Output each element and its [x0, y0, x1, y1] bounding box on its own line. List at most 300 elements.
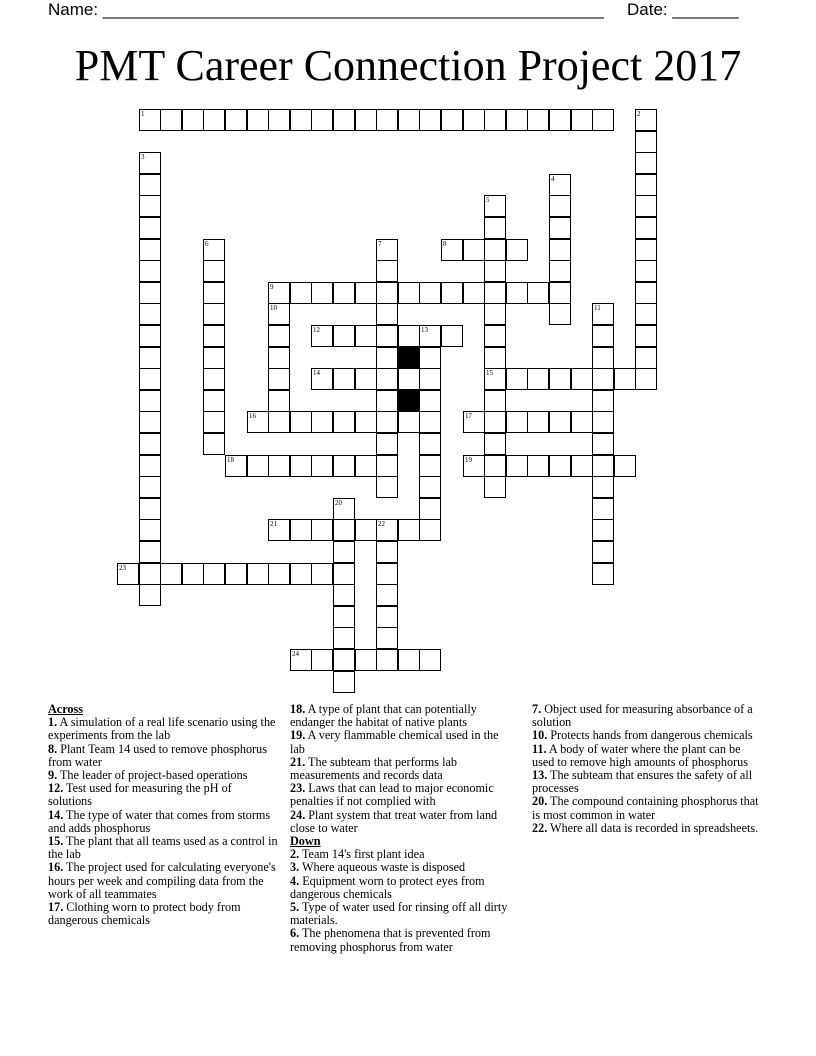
crossword-cell[interactable]: [592, 541, 614, 563]
crossword-cell[interactable]: [290, 282, 312, 304]
crossword-cell[interactable]: [333, 325, 355, 347]
crossword-cell[interactable]: [333, 671, 355, 693]
clue-label: 21.: [290, 754, 306, 769]
crossword-cell[interactable]: [419, 433, 441, 455]
crossword-cell[interactable]: [268, 325, 290, 347]
crossword-cell[interactable]: [484, 347, 506, 369]
crossword-cell[interactable]: [333, 541, 355, 563]
crossword-cell[interactable]: [614, 455, 636, 477]
clue-text: The compound containing phosphorus that is most common in water: [532, 794, 759, 822]
crossword-cell[interactable]: [311, 411, 333, 433]
crossword-cell[interactable]: [419, 455, 441, 477]
crossword-cell[interactable]: [290, 649, 312, 671]
crossword-cell[interactable]: [419, 519, 441, 541]
clue-label: 6.: [290, 926, 300, 941]
crossword-cell[interactable]: [311, 282, 333, 304]
clue-label: 3.: [290, 860, 300, 875]
clue-number: 10: [270, 304, 277, 312]
crossword-cell[interactable]: [311, 368, 333, 390]
crossword-cell[interactable]: [247, 411, 269, 433]
crossword-cell[interactable]: [635, 109, 657, 131]
clue-label: 20.: [532, 794, 548, 809]
crossword-cell[interactable]: [268, 519, 290, 541]
crossword-cell[interactable]: [203, 347, 225, 369]
name-blank[interactable]: _____________________________________________________: [102, 0, 604, 19]
crossword-cell[interactable]: [376, 260, 398, 282]
crossword-cell[interactable]: [484, 109, 506, 131]
crossword-cell[interactable]: [635, 152, 657, 174]
crossword-cell[interactable]: [376, 411, 398, 433]
clue-across-18: [290, 703, 516, 729]
clue-down-11: [532, 743, 762, 769]
crossword-cell[interactable]: [139, 519, 161, 541]
crossword-cell[interactable]: [203, 411, 225, 433]
crossword-cell[interactable]: [592, 476, 614, 498]
crossword-cell[interactable]: [398, 282, 420, 304]
crossword-cell[interactable]: [117, 563, 139, 585]
crossword-cell[interactable]: [311, 519, 333, 541]
crossword-cell[interactable]: [290, 455, 312, 477]
crossword-cell[interactable]: [592, 109, 614, 131]
clue-text: A very flammable chemical used in the lab: [290, 728, 499, 756]
crossword-cell[interactable]: [376, 649, 398, 671]
clue-text: Protects hands from dangerous chemicals: [547, 728, 753, 743]
crossword-cell[interactable]: [376, 606, 398, 628]
crossword-cell[interactable]: [463, 109, 485, 131]
crossword-cell[interactable]: [203, 260, 225, 282]
crossword-cell[interactable]: [527, 109, 549, 131]
crossword-cell[interactable]: [268, 282, 290, 304]
clue-label: 7.: [532, 702, 542, 716]
clue-text: Plant Team 14 used to remove phosphorus from water: [48, 741, 267, 769]
crossword-cell[interactable]: [592, 347, 614, 369]
crossword-cell[interactable]: [614, 368, 636, 390]
clue-label: 18.: [290, 702, 306, 716]
clue-number: 18: [227, 456, 234, 464]
clue-across-24: [290, 809, 516, 835]
crossword-cell[interactable]: [484, 303, 506, 325]
crossword-cell[interactable]: [419, 325, 441, 347]
crossword-cell[interactable]: [139, 541, 161, 563]
crossword-cell[interactable]: [333, 411, 355, 433]
crossword-cell[interactable]: [333, 563, 355, 585]
crossword-cell[interactable]: [635, 260, 657, 282]
date-blank[interactable]: _______: [672, 0, 739, 19]
crossword-cell[interactable]: [571, 368, 593, 390]
crossword-cell[interactable]: [549, 411, 571, 433]
crossword-cell[interactable]: [484, 325, 506, 347]
crossword-cell[interactable]: [398, 109, 420, 131]
crossword-cell[interactable]: [333, 627, 355, 649]
crossword-cell[interactable]: [419, 476, 441, 498]
crossword-cell[interactable]: [376, 476, 398, 498]
crossword-cell[interactable]: [333, 649, 355, 671]
crossword-cell[interactable]: [139, 368, 161, 390]
clue-number: 7: [378, 240, 382, 248]
crossword-cell[interactable]: [376, 563, 398, 585]
crossword-cell[interactable]: [484, 368, 506, 390]
crossword-cell[interactable]: [484, 455, 506, 477]
clue-across-17: [48, 901, 278, 927]
crossword-cell[interactable]: [139, 476, 161, 498]
crossword-cell[interactable]: [225, 455, 247, 477]
crossword-cell[interactable]: [419, 411, 441, 433]
crossword-cell[interactable]: [268, 563, 290, 585]
clue-text: Where aqueous waste is disposed: [299, 860, 466, 875]
crossword-cell[interactable]: [355, 455, 377, 477]
clue-label: 10.: [532, 728, 548, 743]
crossword-cell[interactable]: [139, 411, 161, 433]
clue-down-13: [532, 769, 762, 795]
clue-number: 1: [141, 110, 145, 118]
crossword-cell[interactable]: [290, 411, 312, 433]
crossword-cell[interactable]: [484, 260, 506, 282]
crossword-cell[interactable]: [268, 455, 290, 477]
crossword-cell[interactable]: [592, 325, 614, 347]
crossword-cell[interactable]: [419, 368, 441, 390]
crossword-cell[interactable]: [635, 217, 657, 239]
crossword-cell[interactable]: [549, 109, 571, 131]
crossword-cell[interactable]: [484, 433, 506, 455]
crossword-cell[interactable]: [398, 649, 420, 671]
clue-text: The subteam that performs lab measurements and records data: [290, 754, 457, 783]
clue-number: 11: [594, 304, 601, 312]
clue-text: The type of water that comes from storms and adds phosphorus: [48, 807, 271, 835]
name-label: Name:: [48, 0, 103, 19]
crossword-cell[interactable]: [484, 282, 506, 304]
crossword-cell[interactable]: [139, 455, 161, 477]
clue-across-23: [290, 782, 516, 808]
clue-number: 20: [335, 499, 342, 507]
crossword-cell[interactable]: [290, 519, 312, 541]
crossword-cell[interactable]: [571, 109, 593, 131]
clue-across-15: [48, 835, 278, 861]
crossword-cell[interactable]: [355, 519, 377, 541]
crossword-cell[interactable]: [592, 303, 614, 325]
crossword-cell[interactable]: [139, 195, 161, 217]
crossword-cell[interactable]: [484, 390, 506, 412]
crossword-cell[interactable]: [268, 368, 290, 390]
crossword-cell[interactable]: [139, 174, 161, 196]
clue-across-19: [290, 729, 516, 755]
clue-across-8: [48, 743, 278, 769]
crossword-cell[interactable]: [139, 260, 161, 282]
crossword-cell[interactable]: [203, 368, 225, 390]
crossword-cell[interactable]: [527, 411, 549, 433]
crossword-cell[interactable]: [506, 109, 528, 131]
crossword-cell[interactable]: [592, 498, 614, 520]
crossword-cell[interactable]: [419, 347, 441, 369]
crossword-cell[interactable]: [355, 411, 377, 433]
clue-down-6: [290, 927, 516, 953]
crossword-cell[interactable]: [355, 109, 377, 131]
crossword-cell[interactable]: [506, 282, 528, 304]
clue-label: 8.: [48, 741, 58, 756]
crossword-cell[interactable]: [160, 563, 182, 585]
crossword-cell[interactable]: [484, 476, 506, 498]
crossword-cell[interactable]: [635, 303, 657, 325]
clue-label: 13.: [532, 768, 548, 783]
crossword-cell[interactable]: [333, 109, 355, 131]
clue-label: 2.: [290, 847, 300, 862]
crossword-cell[interactable]: [441, 239, 463, 261]
crossword-cell[interactable]: [139, 563, 161, 585]
crossword-cell[interactable]: [333, 282, 355, 304]
crossword-cell[interactable]: [527, 368, 549, 390]
crossword-cell[interactable]: [203, 563, 225, 585]
clue-label: 12.: [48, 781, 64, 796]
clue-number: 2: [637, 110, 641, 118]
crossword-cell[interactable]: [484, 217, 506, 239]
clue-across-21: [290, 756, 516, 782]
crossword-cell[interactable]: [463, 455, 485, 477]
clue-text: The leader of project-based operations: [57, 768, 248, 783]
clues-column-2: [290, 703, 516, 954]
crossword-cell[interactable]: [635, 282, 657, 304]
crossword-cell[interactable]: [355, 649, 377, 671]
clue-label: 24.: [290, 807, 306, 822]
crossword-cell[interactable]: [247, 109, 269, 131]
clue-number: 15: [486, 369, 493, 377]
crossword-cell[interactable]: [484, 411, 506, 433]
crossword-cell[interactable]: [203, 433, 225, 455]
clue-down-22: [532, 822, 762, 835]
crossword-cell[interactable]: [139, 217, 161, 239]
crossword-cell[interactable]: [182, 109, 204, 131]
crossword-cell[interactable]: [376, 584, 398, 606]
crossword-cell[interactable]: [635, 195, 657, 217]
crossword-cell[interactable]: [635, 368, 657, 390]
crossword-cell[interactable]: [549, 217, 571, 239]
clue-down-5: [290, 901, 516, 927]
crossword-cell[interactable]: [484, 195, 506, 217]
crossword-cell[interactable]: [268, 347, 290, 369]
crossword-cell[interactable]: [419, 109, 441, 131]
crossword-cell[interactable]: [549, 282, 571, 304]
crossword-cell[interactable]: [311, 563, 333, 585]
crossword-cell[interactable]: [463, 282, 485, 304]
clue-number: 24: [292, 650, 299, 658]
clue-number: 19: [465, 456, 472, 464]
clue-label: 9.: [48, 768, 58, 783]
crossword-cell[interactable]: [311, 649, 333, 671]
crossword-cell[interactable]: [398, 325, 420, 347]
clue-number: 21: [270, 520, 277, 528]
crossword-cell[interactable]: [203, 282, 225, 304]
crossword-cell[interactable]: [139, 498, 161, 520]
clue-across-12: [48, 782, 278, 808]
crossword-cell[interactable]: [592, 519, 614, 541]
crossword-cell[interactable]: [592, 433, 614, 455]
crossword-cell[interactable]: [441, 109, 463, 131]
crossword-cell[interactable]: [592, 563, 614, 585]
clue-number: 5: [486, 196, 490, 204]
clue-text: The project used for calculating everyone's hours per week and compiling data from the work of all teammates: [48, 860, 276, 901]
crossword-cell[interactable]: [333, 368, 355, 390]
crossword-cell[interactable]: [139, 584, 161, 606]
crossword-cell[interactable]: [225, 563, 247, 585]
clue-text: Type of water used for rinsing off all dirty materials.: [290, 900, 508, 928]
crossword-cell[interactable]: [549, 239, 571, 261]
crossword-cell[interactable]: [398, 368, 420, 390]
clue-number: 17: [465, 412, 472, 420]
crossword-cell[interactable]: [311, 109, 333, 131]
crossword-cell[interactable]: [203, 239, 225, 261]
crossword-cell[interactable]: [182, 563, 204, 585]
clue-label: 5.: [290, 900, 300, 915]
crossword-cell[interactable]: [290, 563, 312, 585]
crossword-cell[interactable]: [268, 109, 290, 131]
crossword-cell[interactable]: [549, 303, 571, 325]
crossword-cell[interactable]: [592, 368, 614, 390]
crossword-cell[interactable]: [203, 390, 225, 412]
crossword-cell[interactable]: [463, 239, 485, 261]
crossword-cell[interactable]: [355, 368, 377, 390]
crossword-cell[interactable]: [333, 519, 355, 541]
crossword-cell[interactable]: [290, 109, 312, 131]
crossword-cell[interactable]: [592, 411, 614, 433]
crossword-cell[interactable]: [635, 325, 657, 347]
crossword-cell[interactable]: [592, 390, 614, 412]
clue-text: A simulation of a real life scenario using the experiments from the lab: [48, 715, 276, 743]
clue-number: 8: [443, 240, 447, 248]
clues-column-1: [48, 703, 278, 927]
crossword-cell[interactable]: [484, 239, 506, 261]
crossword-cell[interactable]: [635, 347, 657, 369]
page-title: PMT Career Connection Project 2017: [74, 41, 742, 90]
clue-number: 6: [205, 240, 209, 248]
crossword-cell[interactable]: [376, 390, 398, 412]
down-heading: Down: [290, 834, 321, 849]
crossword-cell[interactable]: [311, 455, 333, 477]
crossword-cell[interactable]: [139, 347, 161, 369]
clue-number: 14: [313, 369, 320, 377]
clue-down-7: [532, 703, 762, 729]
crossword-cell[interactable]: [398, 411, 420, 433]
crossword-cell[interactable]: [527, 455, 549, 477]
crossword-cell[interactable]: [333, 606, 355, 628]
crossword-cell[interactable]: [268, 303, 290, 325]
crossword-cell[interactable]: [376, 325, 398, 347]
clue-text: The phenomena that is prevented from removing phosphorus from water: [290, 926, 491, 954]
crossword-cell[interactable]: [139, 433, 161, 455]
clue-label: 22.: [532, 820, 548, 835]
crossword-cell[interactable]: [506, 455, 528, 477]
crossword-cell[interactable]: [441, 282, 463, 304]
clue-text: A body of water where the plant can be used to remove high amounts of phosphorus: [532, 741, 748, 769]
crossword-cell[interactable]: [506, 239, 528, 261]
crossword-cell[interactable]: [203, 303, 225, 325]
clue-text: The subteam that ensures the safety of all processes: [532, 768, 753, 796]
clue-label: 4.: [290, 873, 300, 888]
clue-text: Object used for measuring absorbance of a solution: [532, 702, 753, 730]
crossword-cell[interactable]: [549, 260, 571, 282]
crossword-cell[interactable]: [376, 433, 398, 455]
clue-number: 3: [141, 153, 145, 161]
crossword-cell[interactable]: [635, 174, 657, 196]
crossword-cell[interactable]: [571, 411, 593, 433]
crossword-cell[interactable]: [549, 174, 571, 196]
crossword-cell[interactable]: [203, 109, 225, 131]
clue-number: 12: [313, 326, 320, 334]
clue-number: 16: [249, 412, 256, 420]
clue-across-1: [48, 716, 278, 742]
crossword-cell[interactable]: [376, 519, 398, 541]
crossword-cell[interactable]: [635, 131, 657, 153]
crossword-cell[interactable]: [139, 282, 161, 304]
crossword-cell[interactable]: [333, 498, 355, 520]
crossword-cell[interactable]: [203, 325, 225, 347]
crossword-cell[interactable]: [376, 455, 398, 477]
clue-number: 4: [551, 175, 555, 183]
crossword-cell[interactable]: [225, 109, 247, 131]
crossword-cell[interactable]: [419, 649, 441, 671]
crossword-cell[interactable]: [463, 411, 485, 433]
crossword-cell[interactable]: [139, 239, 161, 261]
crossword-cell[interactable]: [311, 325, 333, 347]
crossword-cell[interactable]: [506, 411, 528, 433]
clues-column-3: [532, 703, 762, 835]
crossword-cell[interactable]: [635, 239, 657, 261]
date-label: Date:: [627, 0, 673, 19]
crossword-cell[interactable]: [139, 109, 161, 131]
crossword-cell[interactable]: [419, 390, 441, 412]
crossword-cell[interactable]: [398, 519, 420, 541]
crossword-cell[interactable]: [355, 325, 377, 347]
crossword-cell[interactable]: [160, 109, 182, 131]
crossword-cell[interactable]: [419, 282, 441, 304]
crossword-cell[interactable]: [268, 390, 290, 412]
crossword-cell[interactable]: [441, 325, 463, 347]
crossword-cell[interactable]: [247, 455, 269, 477]
crossword-cell[interactable]: [247, 563, 269, 585]
crossword-cell[interactable]: [549, 455, 571, 477]
clue-text: Equipment worn to protect eyes from dangerous chemicals: [290, 873, 485, 901]
crossword-cell[interactable]: [376, 347, 398, 369]
crossword-cell[interactable]: [333, 584, 355, 606]
crossword-cell[interactable]: [571, 455, 593, 477]
crossword-cell[interactable]: [268, 411, 290, 433]
crossword-cell[interactable]: [376, 303, 398, 325]
clue-text: A type of plant that can potentially endanger the habitat of native plants: [290, 702, 477, 730]
crossword-cell[interactable]: [139, 303, 161, 325]
clue-text: Clothing worn to protect body from dangerous chemicals: [48, 900, 241, 928]
crossword-cell[interactable]: [506, 368, 528, 390]
clue-down-20: [532, 795, 762, 821]
crossword-cell[interactable]: [549, 195, 571, 217]
clue-across-14: [48, 809, 278, 835]
crossword-cell[interactable]: [376, 282, 398, 304]
crossword-cell[interactable]: [376, 239, 398, 261]
clue-text: Team 14's first plant idea: [299, 847, 425, 862]
crossword-cell[interactable]: [549, 368, 571, 390]
crossword-cell[interactable]: [355, 282, 377, 304]
clue-label: 11.: [532, 741, 547, 756]
crossword-cell[interactable]: [139, 152, 161, 174]
crossword-cell[interactable]: [333, 455, 355, 477]
crossword-cell[interactable]: [376, 541, 398, 563]
clue-label: 15.: [48, 834, 64, 849]
clue-number: 22: [378, 520, 385, 528]
crossword-cell[interactable]: [376, 627, 398, 649]
crossword-cell[interactable]: [419, 498, 441, 520]
crossword-cell[interactable]: [139, 390, 161, 412]
crossword-cell[interactable]: [527, 282, 549, 304]
crossword-cell[interactable]: [592, 455, 614, 477]
crossword-cell[interactable]: [139, 325, 161, 347]
crossword-cell[interactable]: [376, 109, 398, 131]
crossword-cell[interactable]: [376, 368, 398, 390]
